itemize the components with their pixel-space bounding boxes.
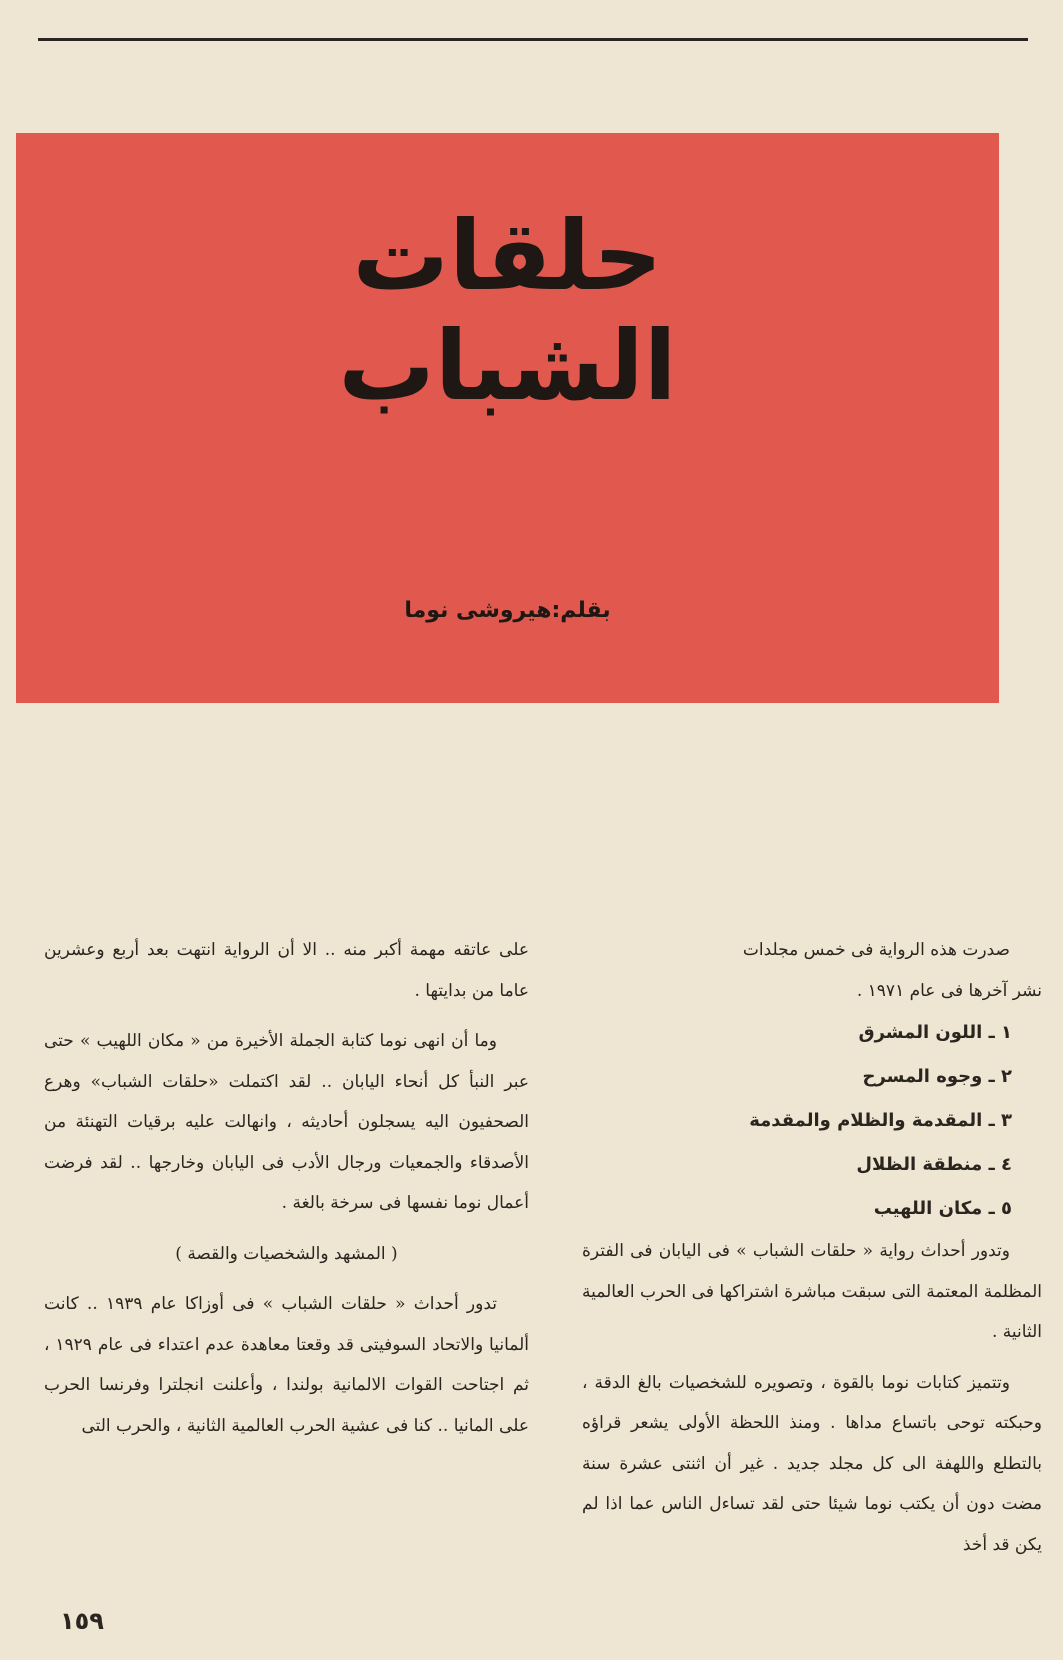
title-banner [16, 133, 999, 703]
paragraph: تدور أحداث « حلقات الشباب » فى أوزاكا عام ١٩٣٩ .. كانت ألمانيا والاتحاد السوفيتى قد وقعتا معاهدة عدم اعتداء فى عام ١٩٢٩ ، ثم اجتاحت القوات الالمانية بولندا ، وأعلنت انجلترا وفرنسا الحرب على المانيا .. كنا فى عشية الحرب العالمية الثانية ، والحرب التى [44, 1294, 530, 1436]
intro-line-2: نشر آخرها فى عام ١٩٧١ . [856, 980, 1042, 1001]
volume-item: ٢ ـ وجوه المسرح [862, 1066, 1012, 1087]
paragraph: وما أن انهى نوما كتابة الجملة الأخيرة من « مكان اللهيب » حتى عبر النبأ كل أنحاء اليابان .. لقد اكتملت «حلقات الشباب» وهرع الصحفيون اليه يسجلون أحاديثه ، وانهالت عليه برقيات التهنئة من الأصدقاء والجمعيات ورجال الأدب فى اليابان وخارجها .. لقد فرضت أعمال نوما نفسها فى سرخة بالغة . [44, 1031, 529, 1213]
author-byline: بقلم:هيروشى نوما [404, 598, 611, 623]
intro-line-1: صدرت هذه الرواية فى خمس مجلدات [742, 940, 1010, 960]
section-heading: ( المشهد والشخصيات والقصة ) [175, 1243, 398, 1264]
volume-item: ١ ـ اللون المشرق [858, 1022, 1012, 1043]
left-column [44, 930, 529, 1446]
paragraph: وتتميز كتابات نوما بالقوة ، وتصويره للشخصيات بالغ الدقة ، وحبكته توحى باتساع مداها . ومنذ اللحظة الأولى يشعر قراؤه بالتطلع واللهفة الى كل مجلد جديد . غير أن اثنتى عشرة سنة مضت دون أن يكتب نوما شيئا حتى لقد تساءل الناس عما اذا لم يكن قد أخذ [582, 1372, 1042, 1555]
volume-list [582, 1011, 1042, 1231]
title-line-2: الشباب [338, 310, 677, 422]
volume-item: ٥ ـ مكان اللهيب [873, 1198, 1012, 1219]
paragraph: على عاتقه مهمة أكبر منه .. الا أن الرواية انتهت بعد أربع وعشرين عاما من بدايتها . [44, 940, 529, 1001]
volume-item: ٤ ـ منطقة الظلال [856, 1154, 1012, 1175]
right-column [582, 930, 1042, 1565]
volume-item: ٣ ـ المقدمة والظلام والمقدمة [749, 1110, 1012, 1131]
page-number: ١٥٩ [60, 1607, 104, 1635]
top-rule [38, 38, 1028, 41]
title-line-1: حلقات [352, 200, 663, 312]
paragraph: وتدور أحداث رواية « حلقات الشباب » فى اليابان فى الفترة المظلمة المعتمة التى سبقت مباشرة اشتراكها فى الحرب العالمية الثانية . [582, 1241, 1042, 1342]
